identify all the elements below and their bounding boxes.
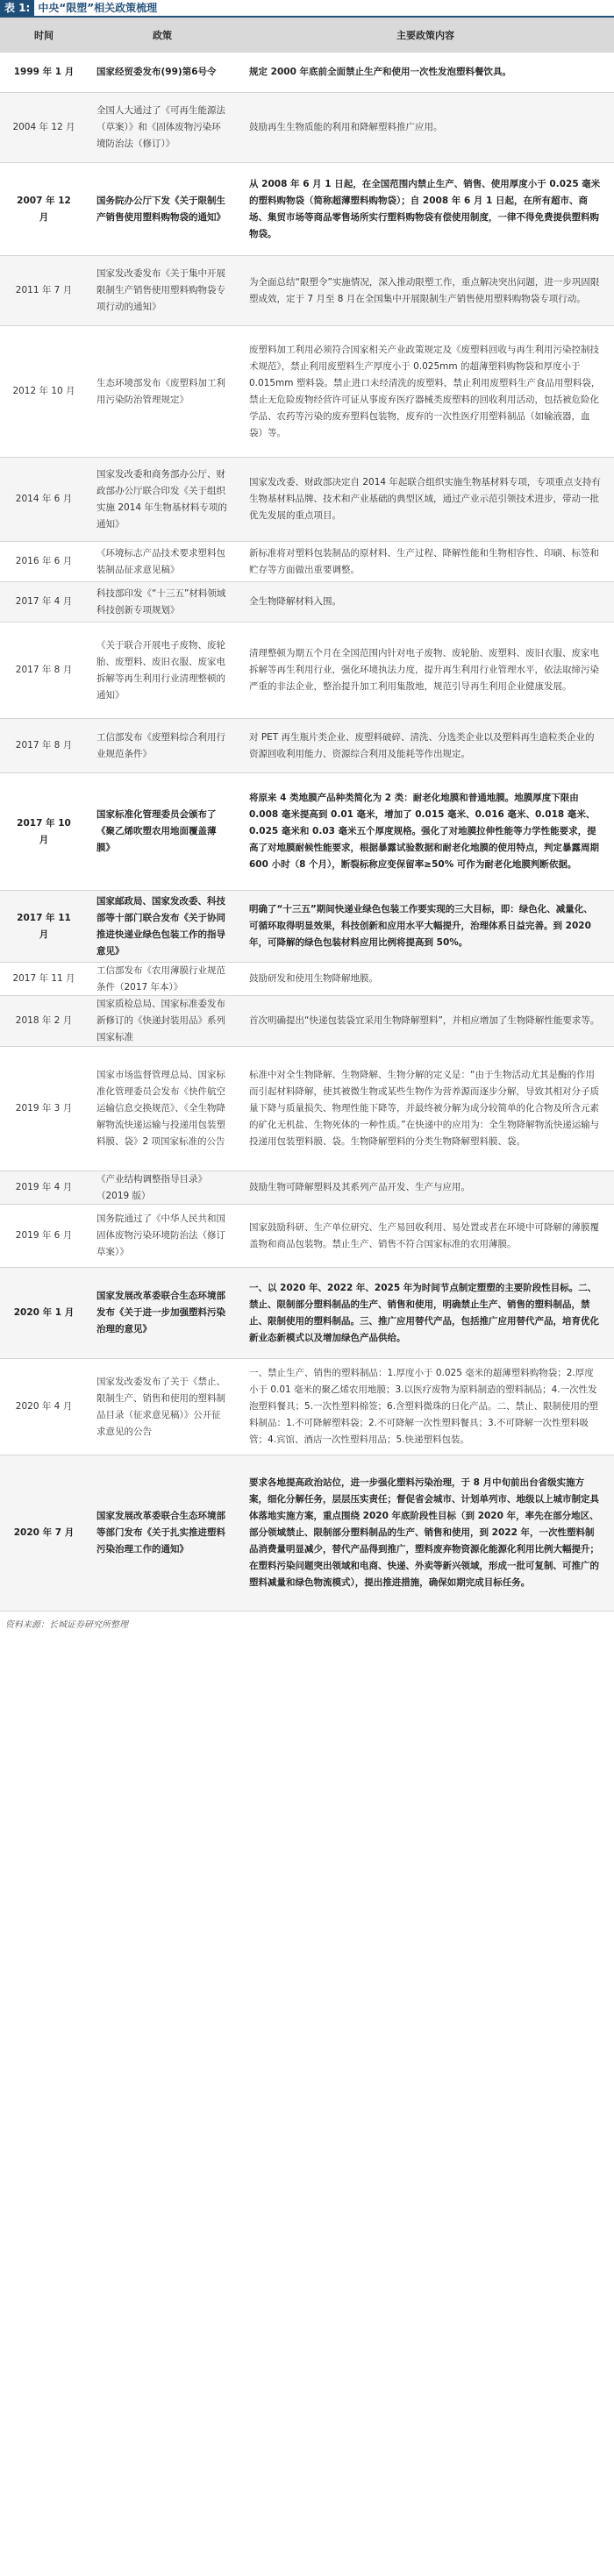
cell-policy: 科技部印发《“十三五”材料领域科技创新专项规划》	[96, 587, 226, 616]
cell-policy: 国家邮政局、国家发改委、科技部等十部门联合发布《关于协同推进快递业绿色包装工作的指导意见》	[96, 895, 225, 957]
table-row	[0, 326, 614, 458]
cell-policy: 《环境标志产品技术要求塑料包装制品征求意见稿》	[96, 547, 225, 575]
table-row	[0, 891, 614, 963]
table-row	[0, 53, 614, 93]
cell-policy: 国务院通过了《中华人民共和国固体废物污染环境防治法（修订草案）》	[96, 1213, 225, 1257]
cell-content: 要求各地提高政治站位，进一步强化塑料污染治理，于 8 月中旬前出台省级实施方案，细化分解任务，层层压实责任；督促省会城市、计划单列市、地级以上城市制定具体落地实施方案，重点围绕 2020 年底阶段性目标（到 2020 年，率先在部分地区、部分领域禁止、限制部分塑料制品的生产、销售和使用，到 2022 年，一次性塑料制品消费量明显减少，替代产品得到推广，塑料废弃物资源化能源化利用比例大幅提升；在塑料污染问题突出领域和电商、快递、外卖等新兴领域，形成一批可复制、可推广的塑料减量和绿色物流模式），提出推进措施，确保如期完成目标任务。	[249, 1477, 599, 1588]
cell-policy: 工信部发布《农用薄膜行业规范条件（2017 年本）》	[96, 964, 225, 993]
table-body	[0, 53, 614, 1612]
table-row	[0, 1171, 614, 1205]
table-row	[0, 963, 614, 996]
cell-time: 2011 年 7 月	[15, 285, 73, 295]
table-row	[0, 256, 614, 326]
table-row	[0, 1205, 614, 1268]
cell-policy: 国家发展改革委联合生态环境部等部门发布《关于扎实推进塑料污染治理工作的通知》	[96, 1511, 225, 1555]
cell-time: 2018 年 2 月	[15, 1015, 73, 1026]
table-row	[0, 623, 614, 719]
cell-content: 标准中对全生物降解、生物降解、生物分解的定义是：“由于生物活动尤其是酶的作用而引起材料降解，使其被微生物或某些生物作为营养源而逐步分解，导致其相对分子质量下降与质量损失、物理性能下降等，并最终被分解为成分较简单的化合物及所含元素的矿化无机盐、生物死体的一种性质。”在快递中的应用为：全生物降解物流快递运输与投递用包装塑料膜、袋。生物降解塑料的分类生物降解塑料膜、袋。	[249, 1070, 600, 1147]
cell-content: 鼓励再生生物质能的利用和降解塑料推广应用。	[249, 122, 443, 132]
table-row	[0, 582, 614, 623]
cell-time: 2012 年 10 月	[12, 386, 75, 396]
table-title: 中央“限塑”相关政策梳理	[38, 2, 158, 14]
cell-content: 一、以 2020 年、2022 年、2025 年为时间节点制定塑塑的主要阶段性目标。二、禁止、限制部分塑料制品的生产、销售和使用，明确禁止生产、销售的塑料制品，禁止、限制使用的塑料制品。三、推广应用替代产品，包括推广应用替代产品，培育优化新业态新模式以及增加绿色产品供给。	[249, 1282, 599, 1343]
header-time: 时间	[34, 30, 54, 41]
table-row	[0, 1047, 614, 1171]
cell-policy: 国务院办公厅下发《关于限制生产销售使用塑料购物袋的通知》	[96, 195, 225, 223]
cell-policy: 生态环境部发布《废塑料加工利用污染防治管理规定》	[96, 377, 225, 405]
cell-policy: 《产业结构调整指导目录》（2019 版）	[96, 1173, 207, 1201]
cell-time: 2017 年 8 月	[15, 665, 73, 675]
header-content: 主要政策内容	[396, 30, 454, 41]
source-note: 资料来源：长城证券研究所整理	[5, 1620, 128, 1630]
table-header	[0, 18, 614, 53]
table-title-bar	[0, 0, 614, 18]
cell-time: 2020 年 1 月	[13, 1307, 75, 1318]
cell-content: 国家发改委、财政部决定自 2014 年起联合组织实施生物基材料专项，专项重点支持有生物基材料品牌、技术和产业基础的典型区域，通过产业示范引领技术进步，带动一批优先发展的重点项目。	[249, 477, 601, 521]
table-row	[0, 996, 614, 1047]
cell-policy: 国家标准化管理委员会颁布了《聚乙烯吹塑农用地面覆盖薄膜》	[96, 809, 217, 853]
cell-policy: 国家发改委发布《关于集中开展限制生产销售使用塑料购物袋专项行动的通知》	[96, 268, 225, 312]
cell-time: 2020 年 7 月	[13, 1527, 75, 1538]
cell-policy: 《关于联合开展电子废物、废轮胎、废塑料、废旧衣服、废家电拆解等再生利用行业清理整顿的通知》	[96, 639, 225, 701]
cell-policy: 国家经贸委发布(99)第6号令	[96, 67, 217, 77]
cell-policy: 国家发改委发布了关于《禁止、限制生产、销售和使用的塑料制品目录（征求意见稿）》公开征求意见的公告	[96, 1376, 225, 1437]
cell-content: 鼓励生物可降解塑料及其系列产品开发、生产与应用。	[249, 1182, 470, 1192]
cell-time: 2019 年 6 月	[15, 1230, 73, 1241]
cell-time: 2004 年 12 月	[12, 122, 75, 132]
cell-time: 2016 年 6 月	[15, 556, 73, 566]
cell-content: 新标准将对塑料包装制品的原材料、生产过程、降解性能和生物相容性、印刷、标签和贮存等方面做出重要调整。	[249, 547, 599, 575]
cell-content: 为全面总结“限塑令”实施情况，深入推动限塑工作，重点解决突出问题，进一步巩固限塑成效，定于 7 月至 8 月在全国集中开展限制生产销售使用塑料购物袋专项行动。	[249, 276, 600, 304]
cell-content: 明确了“十三五”期间快递业绿色包装工作要实现的三大目标，即：绿色化、减量化、可循环取得明显效果，科技创新和应用水平大幅提升，治理体系日益完善。到 2020 年，可降解的绿色包装材料应用比例将提高到 50%。	[249, 904, 593, 948]
table-row	[0, 1455, 614, 1612]
cell-content: 一、禁止生产、销售的塑料制品：1.厚度小于 0.025 毫米的超薄塑料购物袋；2.厚度小于 0.01 毫米的聚乙烯农用地膜；3.以医疗废物为原料制造的塑料制品；4.一次性发泡塑料餐具；5.一次性塑料棉签；6.含塑料微珠的日化产品。二、禁止、限制使用的塑料制品：1.不可降解塑料袋；2.不可降解一次性塑料餐具；3.不可降解一次性塑料吸管；4.宾馆、酒店一次性塑料用品；5.快递塑料包装。	[249, 1368, 599, 1445]
cell-time: 2017 年 11 月	[12, 973, 75, 984]
cell-content: 清理整顿为期五个月在全国范围内针对电子废物、废轮胎、废塑料、废旧衣服、废家电拆解等再生利用行业，强化环境执法力度，提升再生利用行业管理水平，依法取缔污染严重的非法企业，整治提升加工利用集散地，规范引导再生利用企业健康发展。	[249, 648, 599, 692]
cell-time: 2017 年 11 月	[17, 912, 71, 940]
cell-time: 2017 年 10 月	[17, 817, 71, 845]
table-row	[0, 719, 614, 773]
cell-time: 2020 年 4 月	[15, 1401, 73, 1412]
cell-time: 2019 年 4 月	[15, 1182, 73, 1192]
cell-content: 国家鼓励科研、生产单位研究、生产易回收利用、易处置或者在环境中可降解的薄膜覆盖物和商品包装物。禁止生产、销售不符合国家标准的农用薄膜。	[249, 1221, 599, 1249]
cell-policy: 国家质检总局、国家标准委发布新修订的《快递封装用品》系列国家标准	[96, 999, 225, 1042]
cell-content: 规定 2000 年底前全面禁止生产和使用一次性发泡塑料餐饮具。	[249, 67, 512, 77]
cell-time: 2017 年 8 月	[15, 740, 73, 751]
cell-policy: 国家市场监督管理总局、国家标准化管理委员会发布《快件航空运输信息交换规范》、《全生物降解物流快递运输与投递用包装塑料膜、袋》2 项国家标准的公告	[96, 1070, 225, 1147]
table-row	[0, 773, 614, 891]
cell-time: 1999 年 1 月	[13, 67, 75, 77]
cell-content: 对 PET 再生瓶片类企业、废塑料破碎、清洗、分选类企业以及塑料再生造粒类企业的资源回收利用能力、资源综合利用及能耗等作出规定。	[249, 731, 595, 759]
cell-time: 2007 年 12 月	[17, 195, 71, 223]
table-row	[0, 458, 614, 542]
header-policy: 政策	[153, 30, 172, 41]
cell-content: 从 2008 年 6 月 1 日起，在全国范围内禁止生产、销售、使用厚度小于 0.025 毫米的塑料购物袋（简称超薄塑料购物袋）；自 2008 年 6 月 1 日起，在所有超市、商场、集贸市场等商品零售场所实行塑料购物袋有偿使用制度，一律不得免费提供塑料购物袋。	[249, 178, 601, 239]
cell-content: 全生物降解材料入围。	[249, 596, 341, 607]
cell-time: 2014 年 6 月	[15, 494, 73, 504]
table-row	[0, 1268, 614, 1359]
cell-content: 鼓励研发和使用生物降解地膜。	[249, 973, 378, 984]
cell-time: 2017 年 4 月	[15, 596, 73, 607]
table-row	[0, 542, 614, 582]
cell-content: 将原来 4 类地膜产品种类简化为 2 类：耐老化地膜和普通地膜。地膜厚度下限由 0.008 毫米提高到 0.01 毫米，增加了 0.015 毫米、0.016 毫米、0.018 毫米、0.025 毫米和 0.03 毫米五个厚度规格。强化了对地膜拉伸性能等力学性能要求，提高了对地膜耐候性能要求，根据暴露试验数据和耐老化地膜的使用特点，判定暴露周期 600 小时（8 个月），断裂标称应变保留率≥50% 可作为耐老化地膜判断依据。	[249, 793, 599, 870]
cell-time: 2019 年 3 月	[15, 1103, 73, 1114]
cell-content: 废塑料加工利用必须符合国家相关产业政策规定及《废塑料回收与再生利用污染控制技术规范》，禁止利用废塑料生产厚度小于 0.025mm 的超薄塑料购物袋和厚度小于 0.015mm 塑料袋。禁止进口未经清洗的废塑料，禁止利用废塑料生产食品用塑料袋，禁止无危险废物经营许可证从事废弃医疗器械类废塑料的回收利用活动，包括被危险化学品、农药等污染的废弃塑料包装物，废弃的一次性医疗用塑料制品（如输液器，血袋）等。	[249, 344, 601, 438]
cell-policy: 工信部发布《废塑料综合利用行业规范条件》	[96, 731, 225, 759]
table-label: 表 1:	[0, 0, 34, 16]
cell-policy: 全国人大通过了《可再生能源法（草案）》和《固体废物污染环境防治法（修订）》	[96, 105, 225, 149]
cell-policy: 国家发改委和商务部办公厅、财政部办公厅联合印发《关于组织实施 2014 年生物基材料专项的通知》	[96, 468, 227, 530]
table-row	[0, 93, 614, 163]
cell-content: 首次明确提出“快递包装袋宜采用生物降解塑料”，并相应增加了生物降解性能要求等。	[249, 1015, 600, 1026]
cell-policy: 国家发展改革委联合生态环境部发布《关于进一步加强塑料污染治理的意见》	[96, 1291, 225, 1334]
table-row	[0, 163, 614, 256]
table-row	[0, 1359, 614, 1455]
